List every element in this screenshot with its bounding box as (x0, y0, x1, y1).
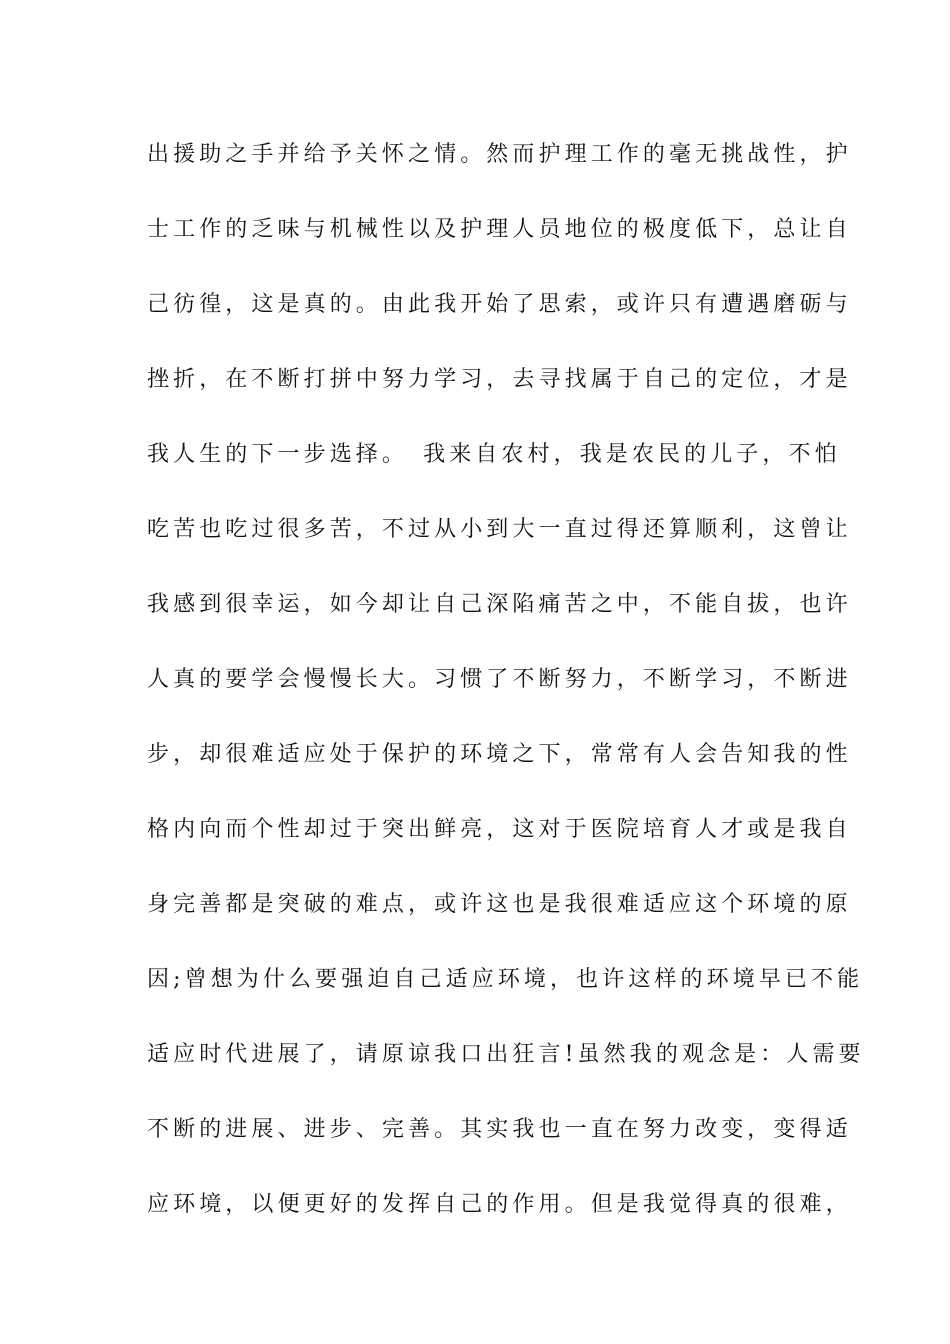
text-line: 应环境，以便更好的发挥自己的作用。但是我觉得真的很难， (147, 1192, 852, 1217)
text-line: 人真的要学会慢慢长大。习惯了不断努力，不断学习，不断进 (147, 667, 852, 692)
text-line: 格内向而个性却过于突出鲜亮，这对于医院培育人才或是我自 (147, 817, 852, 842)
text-line: 挫折，在不断打拼中努力学习，去寻找属于自己的定位，才是 (147, 367, 852, 392)
text-line: 我感到很幸运，如今却让自己深陷痛苦之中，不能自拔，也许 (147, 592, 852, 617)
text-line: 不断的进展、进步、完善。其实我也一直在努力改变，变得适 (147, 1117, 852, 1142)
text-line: 士工作的乏味与机械性以及护理人员地位的极度低下，总让自 (147, 217, 852, 242)
text-line: 吃苦也吃过很多苦，不过从小到大一直过得还算顺利，这曾让 (147, 517, 852, 542)
text-line: 因;曾想为什么要强迫自己适应环境，也许这样的环境早已不能 (147, 967, 864, 992)
text-line: 步，却很难适应处于保护的环境之下，常常有人会告知我的性 (147, 742, 852, 767)
text-line: 适应时代进展了，请原谅我口出狂言!虽然我的观念是：人需要 (147, 1042, 865, 1067)
text-line: 己彷徨，这是真的。由此我开始了思索，或许只有遭遇磨砺与 (147, 292, 852, 317)
text-line: 出援助之手并给予关怀之情。然而护理工作的毫无挑战性，护 (147, 142, 852, 167)
text-line: 我人生的下一步选择。 我来自农村，我是农民的儿子，不怕 (147, 442, 841, 467)
body-text (147, 133, 865, 1258)
text-line: 身完善都是突破的难点，或许这也是我很难适应这个环境的原 (147, 892, 852, 917)
